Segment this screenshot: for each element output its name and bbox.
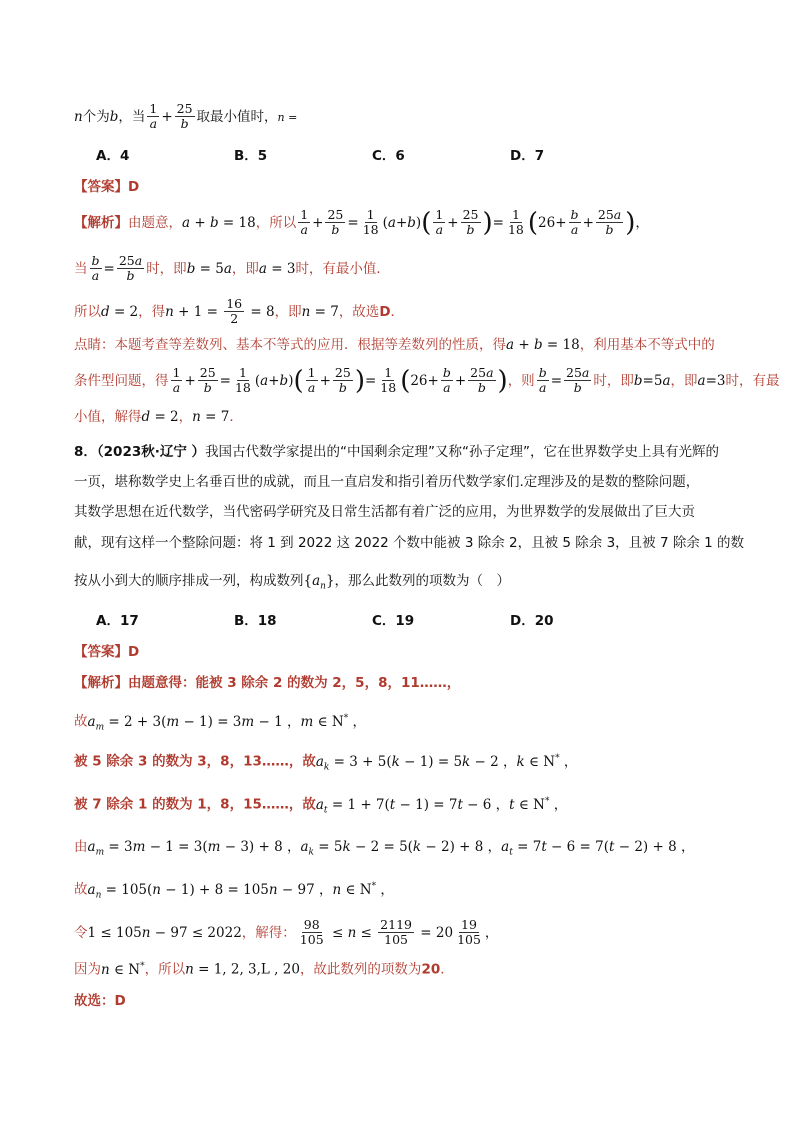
text: 时，即: [146, 260, 187, 277]
q7-comment-2: 条件型问题，得 $\frac{1}{a}$ + $\frac{25}{b}$ = $\frac{1}{18}$ (a+b)( $\frac{1}{a}$ + $\frac{25}{b}$ )= $\frac{1}{18}$ (26+ $\frac{b}{a}$ + $\frac{25a}{b}$ )，则 $\frac{b}{a}$ = $\frac{25a}{b}$ 时，即b=5a，即a=3时，有最: [74, 365, 780, 396]
q7-options: [96, 147, 544, 165]
q8-stem-5: 按从小到大的顺序排成一列，构成数列$\{a_n\}$，那么此数列的项数为（ ）: [74, 573, 511, 592]
text: 时，有最小值．: [295, 260, 390, 277]
q8-analysis-8: 因为n ∈ N*，所以n = 1, 2, 3,L , 20，故此数列的项数为20.: [74, 961, 445, 978]
text: ．: [229, 409, 243, 425]
q8-stem-1: [74, 443, 720, 461]
text: 按从小到大的顺序排成一列，构成数列: [74, 573, 304, 589]
q7-answer: [74, 178, 720, 196]
option-d: D．20: [510, 613, 554, 629]
text: 我国古代数学家提出的“中国剩余定理”又称“孙子定理”，它在世界数学史上具有光辉的: [205, 444, 720, 460]
q8-analysis-5: 由$a_m = 3m - 1 = 3(m - 3) + 8$ ，$a_k = 5k - 2 = 5(k - 2) + 8$ ，$a_t = 7t - 6 = 7(t - 2) + 8$ ，: [74, 839, 695, 858]
text: ，利用基本不等式中的: [579, 337, 715, 353]
answer-label: 【答案】: [74, 644, 128, 660]
answer-value: D: [128, 644, 140, 660]
text: ，解得：: [241, 924, 296, 941]
text: 献，现有这样一个整除问题：将 1 到 2022 这 2022 个数中能被 3 除余 2，且被 5 除余 3，且被 7 除余 1 的数: [74, 535, 744, 551]
q8-stem-2: [74, 473, 720, 491]
text: 时，有最: [725, 372, 780, 389]
text: 时，即: [593, 372, 634, 389]
text: 条件型问题，得: [74, 372, 169, 389]
text: ，即: [274, 303, 302, 320]
q8-analysis-7: 令1 ≤ 105n − 97 ≤ 2022，解得： $\frac{98}{105}$ ≤ n ≤ $\frac{2119}{105}$ = 20 $\frac{19}{105}$ ，: [74, 917, 499, 948]
text: ，则: [507, 372, 535, 389]
q8-stem-4: [74, 534, 744, 552]
text: 故: [74, 713, 88, 730]
q8-stem-3: [74, 503, 720, 521]
analysis-label: 【解析】: [74, 214, 128, 231]
text: 取最小值时，: [196, 108, 278, 125]
q8-options: [96, 612, 554, 630]
text: .: [440, 961, 445, 978]
text: ，: [178, 409, 193, 425]
text: ，故选: [338, 303, 380, 320]
q8-analysis-1: [74, 674, 720, 692]
option-d: D．7: [510, 148, 545, 164]
answer-value: D: [128, 179, 140, 195]
text: 所以: [74, 303, 101, 320]
q8-analysis-2: 故$a_m = 2 + 3(m - 1) = 3m - 1$ ，m ∈ N* ，: [74, 713, 366, 733]
q7-analysis-2: 当 $\frac{b}{a}$ = $\frac{25a}{b}$ 时，即b = 5a，即a = 3时，有最小值．: [74, 253, 390, 284]
text: 令: [74, 924, 88, 941]
text: ，当: [118, 108, 146, 125]
text: ，所以: [255, 214, 297, 231]
text: 一页，堪称数学史上名垂百世的成就，而且一直启发和指引着历代数学家们.定理涉及的是数的整除问题，: [74, 474, 700, 490]
option-c: C．19: [372, 613, 415, 629]
question-number: 8．: [74, 444, 97, 460]
text: ，故此数列的项数为: [299, 961, 422, 978]
q8-analysis-4: 被 7 除余 1 的数为 1，8，15……，故$a_t = 1 + 7(t - 1) = 7t - 6$ ，t ∈ N* ，: [74, 796, 568, 816]
q8-analysis-3: 被 5 除余 3 的数为 3，8，13……，故$a_k = 3 + 5(k - 1) = 5k - 2$ ，k ∈ N* ，: [74, 753, 578, 773]
text: 故: [74, 881, 88, 898]
text: ，即: [670, 372, 698, 389]
option-a: A．4: [96, 148, 130, 164]
text: 故选：D: [74, 993, 126, 1009]
analysis-label: 【解析】: [74, 675, 128, 691]
text: ，那么此数列的项数为（ ）: [334, 573, 511, 589]
text: 20: [421, 961, 441, 978]
q7-comment-1: 点睛：本题考查等差数列、基本不等式的应用．根据等差数列的性质，得a + b = 18，利用基本不等式中的: [74, 337, 715, 353]
q8-final-choice: [74, 992, 720, 1010]
text: 被 5 除余 3 的数为 3，8，13……，故: [74, 753, 316, 770]
text: 其数学思想在近代数学，当代密码学研究及日常生活都有着广泛的应用，为世界数学的发展做出了巨大贡: [74, 504, 695, 520]
text: 当: [74, 260, 88, 277]
q7-comment-3: 小值，解得d = 2，n = 7．: [74, 409, 243, 425]
text: ，所以: [144, 961, 186, 978]
text: D: [379, 303, 391, 320]
text: 个为: [82, 108, 110, 125]
text: 因为: [74, 961, 101, 978]
text: ，得: [138, 303, 166, 320]
option-c: C．6: [372, 148, 405, 164]
text: ，即: [231, 260, 259, 277]
question-source: （2023秋·辽宁 ）: [96, 444, 206, 460]
answer-label: 【答案】: [74, 179, 128, 195]
text: 点睛：本题考查等差数列、基本不等式的应用．根据等差数列的性质，得: [74, 337, 506, 353]
q7-analysis-3: 所以d = 2，得n + 1 = $\frac{16}{2}$ = 8，即n = 7，故选D．: [74, 296, 405, 327]
q7-stem-tail: n个为b，当 $\frac{1}{a}$ + $\frac{25}{b}$ 取最小值时，n =: [74, 101, 298, 132]
option-a: A．17: [96, 613, 139, 629]
q8-answer: [74, 643, 720, 661]
q8-analysis-6: 故$a_n = 105(n - 1) + 8 = 105n - 97$ ，n ∈ N* ，: [74, 881, 394, 901]
text: 由题意，: [128, 214, 182, 231]
text: 被 7 除余 1 的数为 1，8，15……，故: [74, 796, 316, 813]
option-b: B．5: [234, 148, 268, 164]
text: 由: [74, 839, 88, 855]
text: ．: [390, 303, 405, 320]
q7-analysis-1: 【解析】由题意，a + b = 18，所以 $\frac{1}{a}$ + $\frac{25}{b}$ = $\frac{1}{18}$ (a+b)( $\frac{1}{a}$ + $\frac{25}{b}$ )= $\frac{1}{18}$ (26+ $\frac{b}{a}$ + $\frac{25a}{b}$ )，: [74, 207, 649, 238]
text: 由题意得：能被 3 除余 2 的数为 2，5，8，11……，: [128, 675, 461, 691]
option-b: B．18: [234, 613, 277, 629]
text: 小值，解得: [74, 409, 142, 425]
